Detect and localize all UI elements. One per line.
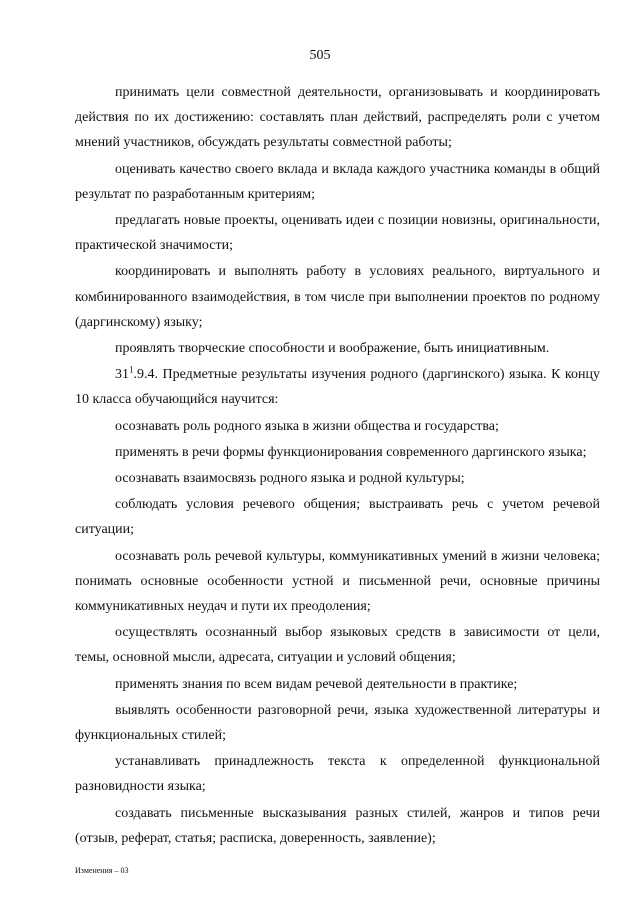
paragraph: принимать цели совместной деятельности, организовывать и координировать действия по их достижению: составлять план действий, распределять роли с учетом мнений участников, обсуждать результаты совместной работы; xyxy=(75,85,600,151)
section-number-superscript: 1 xyxy=(129,364,134,375)
section-number-prefix: 31 xyxy=(115,367,129,383)
section-heading-text: .9.4. Предметные результаты изучения родного (даргинского) языка. К концу 10 класса обучающийся научится: xyxy=(75,367,600,408)
paragraph: предлагать новые проекты, оценивать идеи с позиции новизны, оригинальности, практической значимости; xyxy=(75,213,600,254)
outcome-item: осознавать взаимосвязь родного языка и родной культуры; xyxy=(115,471,465,487)
paragraph: проявлять творческие способности и воображение, быть инициативным. xyxy=(115,341,550,357)
paragraph: оценивать качество своего вклада и вклада каждого участника команды в общий результат по разработанным критериям; xyxy=(75,161,600,202)
outcome-item: осознавать роль родного языка в жизни общества и государства; xyxy=(115,418,499,434)
paragraph: координировать и выполнять работу в условиях реального, виртуального и комбинированного взаимодействия, в том числе при выполнении проектов по родному (даргинскому) языку; xyxy=(75,264,600,330)
outcome-item: осознавать роль речевой культуры, коммуникативных умений в жизни человека; понимать основные особенности устной и письменной речи, основные причины коммуникативных неудач и пути их преодоления; xyxy=(75,548,600,615)
document-body xyxy=(75,80,600,852)
page-number: 505 xyxy=(309,48,331,63)
outcome-item: применять знания по всем видам речевой деятельности в практике; xyxy=(115,676,518,692)
section-heading xyxy=(75,362,600,412)
outcome-item: применять в речи формы функционирования современного даргинского языка; xyxy=(115,444,587,460)
outcome-item: устанавливать принадлежность текста к определенной функциональной разновидности языка; xyxy=(75,754,600,795)
outcome-item: выявлять особенности разговорной речи, языка художественной литературы и функциональных стилей; xyxy=(75,702,600,744)
outcome-item: соблюдать условия речевого общения; выстраивать речь с учетом речевой ситуации; xyxy=(75,497,600,538)
outcome-item: осуществлять осознанный выбор языковых средств в зависимости от цели, темы, основной мысли, адресата, ситуации и условий общения; xyxy=(75,625,600,666)
footer-note: Изменения – 03 xyxy=(75,866,129,875)
outcome-item: создавать письменные высказывания разных стилей, жанров и типов речи (отзыв, реферат, статья; расписка, доверенность, заявление); xyxy=(75,805,600,846)
